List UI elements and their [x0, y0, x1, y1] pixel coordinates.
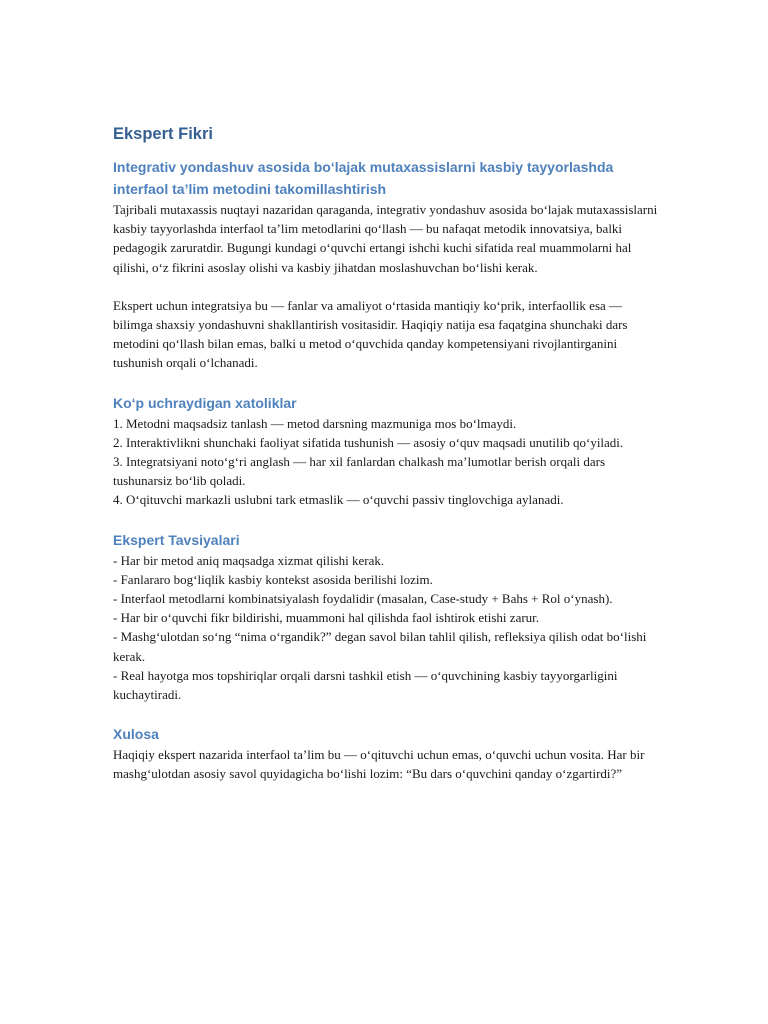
list-item: - Mashg‘ulotdan so‘ng “nima o‘rgandik?” degan savol bilan tahlil qilish, refleksiya qilish odat bo‘lishi kerak. [113, 629, 647, 664]
list-item: 3. Integratsiyani noto‘g‘ri anglash — har xil fanlardan chalkash ma’lumotlar berish orqali dars tushunarsiz bo‘lib qoladi. [113, 454, 606, 489]
intro-paragraph-2: Ekspert uchun integratsiya bu — fanlar va amaliyot o‘rtasida mantiqiy ko‘prik, interfaollik esa — bilimga shaxsiy yondashuvni shakllantirish vositasidir. Haqiqiy natija esa faqatgina shunchaki dars metodini qo‘llash bilan emas, balki u metod o‘quvchida qanday kompetensiyani rivojlantirganini tushunish orqali o‘lchanadi. [113, 297, 628, 371]
intro-heading-line-1: Integrativ yondashuv asosida bo‘lajak mutaxassislarni kasbiy tayyorlashda [113, 159, 614, 175]
list-item: - Fanlararo bog‘liqlik kasbiy kontekst asosida berilishi lozim. [113, 571, 433, 587]
list-item: - Har bir metod aniq maqsadga xizmat qilishi kerak. [113, 552, 385, 568]
intro-heading [113, 156, 658, 200]
document-page [113, 122, 658, 784]
intro-paragraph-1: Tajribali mutaxassis nuqtayi nazaridan qaraganda, integrativ yondashuv asosida bo‘lajak mutaxassislarni kasbiy tayyorlashda interfaol ta’lim metodlarini qo‘llash — bu nafaqat metodik innovatsiya, balki pedagogik zaruratdir. Bugungi kundagi o‘quvchi ertangi ishchi kuchi sifatida real muammolarni hal qilishi, o‘z fikrini asoslay olishi va kasbiy jihatdan moslashuvchan bo‘lishi kerak. [113, 202, 658, 275]
spacer [113, 373, 658, 392]
list-item: 2. Interaktivlikni shunchaki faoliyat sifatida tushunish — asosiy o‘quv maqsadi unutilib qo‘yiladi. [113, 434, 624, 450]
intro-heading-line-2: interfaol ta’lim metodini takomillashtirish [113, 181, 387, 197]
document-title: Ekspert Fikri [113, 125, 213, 143]
list-item: - Interfaol metodlarni kombinatsiyalash foydalidir (masalan, Case-study + Bahs + Rol o‘ynash). [113, 591, 613, 607]
list-item: 1. Metodni maqsadsiz tanlash — metod darsning mazmuniga mos bo‘lmaydi. [113, 415, 517, 431]
list-item: 4. O‘qituvchi markazli uslubni tark etmaslik — o‘quvchi passiv tinglovchiga aylanadi. [113, 492, 564, 508]
recommendations-list [113, 551, 658, 705]
list-item: - Real hayotga mos topshiriqlar orqali darsni tashkil etish — o‘quvchining kasbiy tayyorgarligini kuchaytiradi. [113, 667, 618, 703]
list-item: - Har bir o‘quvchi fikr bildirishi, muammoni hal qilishda faol ishtirok etishi zarur. [113, 610, 540, 626]
conclusion-heading: Xulosa [113, 726, 159, 743]
recommendations-heading: Ekspert Tavsiyalari [113, 531, 240, 548]
mistakes-list [113, 414, 658, 510]
spacer [113, 510, 658, 529]
conclusion-paragraph: Haqiqiy ekspert nazarida interfaol ta’lim bu — o‘qituvchi uchun emas, o‘quvchi uchun vosita. Har bir mashg‘ulotdan asosiy savol quyidagicha bo‘lishi lozim: “Bu dars o‘quvchini qanday o‘zgartirdi?” [113, 747, 645, 782]
spacer [113, 277, 658, 296]
spacer [113, 704, 658, 723]
mistakes-heading: Ko‘p uchraydigan xatoliklar [113, 394, 297, 411]
